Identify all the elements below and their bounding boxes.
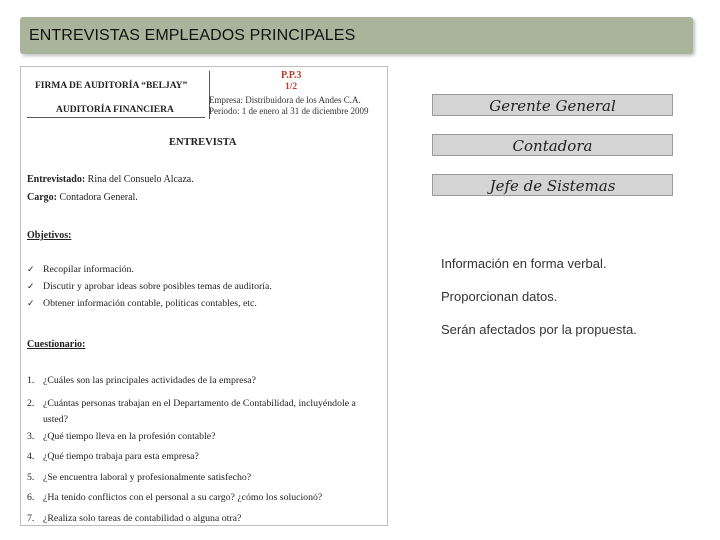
question-item: 3. ¿Qué tiempo lleva en la profesión contable? (27, 430, 216, 442)
firm-name: FIRMA DE AUDITORÍA “BELJAY” (35, 81, 188, 91)
objective-item: ✓ Discutir y aprobar ideas sobre posibles temas de auditoría. (27, 281, 377, 298)
interview-document (20, 66, 388, 526)
question-item: 1. ¿Cuáles son las principales actividades de la empresa? (27, 375, 257, 386)
role-contadora: Contadora (432, 134, 673, 156)
header-divider (27, 117, 205, 118)
company-line: Empresa: Distribuidora de los Andes C.A. (209, 95, 361, 105)
note-provide-data: Proporcionan datos. (441, 289, 558, 304)
role-gerente-general: Gerente General (432, 94, 673, 116)
note-affected: Serán afectados por la propuesta. (441, 322, 637, 337)
note-verbal-info: Información en forma verbal. (441, 256, 607, 271)
questions-list (27, 375, 377, 526)
slide-title: ENTREVISTAS EMPLEADOS PRINCIPALES (29, 27, 356, 44)
question-item: 7. ¿Realiza solo tareas de contabilidad o alguna otra? (27, 512, 242, 524)
position-value: Contadora General. (59, 192, 138, 203)
objectives-heading: Objetivos: (27, 230, 72, 241)
document-heading: ENTREVISTA (169, 137, 237, 148)
interviewee-row (27, 174, 194, 185)
pp-code: P.P.3 (281, 70, 302, 81)
question-item: 4. ¿Qué tiempo trabaja para esta empresa? (27, 451, 199, 462)
objectives-list (27, 264, 377, 315)
questionnaire-heading: Cuestionario: (27, 339, 86, 350)
interviewee-label: Entrevistado: (27, 174, 86, 185)
interviewee-value: Rina del Consuelo Alcaza. (87, 174, 194, 185)
position-label: Cargo: (27, 192, 57, 203)
period-line: Periodo: 1 de enero al 31 de diciembre 2009 (209, 106, 369, 116)
position-row (27, 192, 138, 203)
page-number: 1/2 (285, 82, 298, 92)
role-jefe-sistemas: Jefe de Sistemas (432, 174, 673, 196)
question-item: 2. ¿Cuántas personas trabajan en el Departamento de Contabilidad, incluyéndole a usted? (27, 397, 356, 425)
question-item: 6. ¿Ha tenido conflictos con el personal a su cargo? ¿cómo los solucionó? (27, 492, 323, 503)
title-bar (20, 17, 693, 54)
objective-item: ✓ Obtener información contable, políticas contables, etc. (27, 298, 377, 315)
question-item: 5. ¿Se encuentra laboral y profesionalmente satisfecho? (27, 471, 252, 483)
department-name: AUDITORÍA FINANCIERA (56, 105, 174, 115)
objective-item: ✓ Recopilar información. (27, 264, 377, 281)
